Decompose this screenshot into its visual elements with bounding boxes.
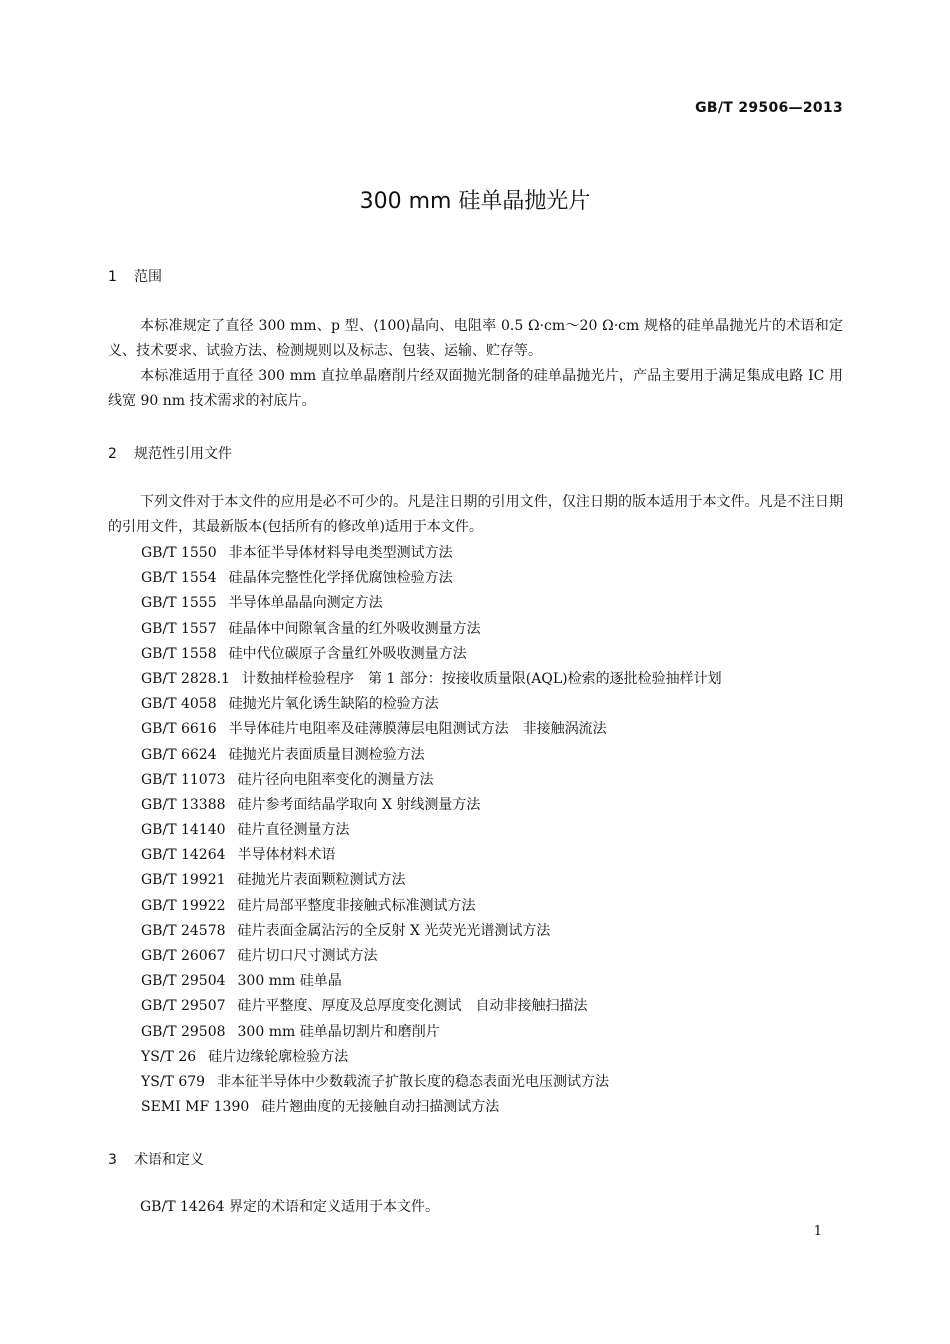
reference-title: 300 mm 硅单晶切割片和磨削片	[237, 1023, 440, 1040]
reference-item	[141, 717, 722, 742]
reference-item	[141, 1095, 722, 1120]
reference-code: GB/T 6624	[141, 746, 217, 763]
reference-title: 硅片直径测量方法	[237, 822, 350, 839]
reference-item	[141, 617, 722, 642]
reference-item	[141, 541, 722, 566]
reference-title: 300 mm 硅单晶	[237, 973, 342, 990]
reference-title: 硅片表面金属沾污的全反射 X 光荧光光谱测试方法	[237, 922, 551, 939]
reference-code: GB/T 14264	[141, 847, 226, 864]
reference-item	[141, 1070, 722, 1095]
section-title: 规范性引用文件	[134, 446, 232, 462]
reference-item	[141, 868, 722, 893]
reference-item	[141, 818, 722, 843]
reference-code: SEMI MF 1390	[141, 1099, 250, 1116]
reference-item	[141, 969, 722, 994]
reference-code: GB/T 19921	[141, 872, 226, 889]
reference-title: 硅片平整度、厚度及总厚度变化测试 自动非接触扫描法	[237, 998, 588, 1015]
reference-code: GB/T 4058	[141, 696, 217, 713]
reference-code: GB/T 19922	[141, 897, 226, 914]
reference-code: GB/T 1558	[141, 645, 217, 662]
scope-paragraph-1: 本标准规定了直径 300 mm、p 型、⟨100⟩晶向、电阻率 0.5 Ω·cm～20 Ω·cm 规格的硅单晶抛光片的术语和定义、技术要求、试验方法、检测规则以及标志、包装、运输、贮存等。	[108, 318, 843, 359]
reference-title: 硅片径向电阻率变化的测量方法	[237, 771, 434, 788]
reference-title: 非本征半导体中少数载流子扩散长度的稳态表面光电压测试方法	[217, 1073, 610, 1090]
reference-title: 半导体硅片电阻率及硅薄膜薄层电阻测试方法 非接触涡流法	[228, 721, 607, 738]
reference-item	[141, 566, 722, 591]
reference-code: GB/T 2828.1	[141, 670, 230, 687]
reference-title: 硅片翘曲度的无接触自动扫描测试方法	[261, 1099, 500, 1116]
reference-item	[141, 692, 722, 717]
reference-item	[141, 944, 722, 969]
reference-item	[141, 793, 722, 818]
terms-paragraph: GB/T 14264 界定的术语和定义适用于本文件。	[140, 1199, 439, 1215]
reference-title: 硅抛光片氧化诱生缺陷的检验方法	[228, 696, 439, 713]
page-number: 1	[813, 1224, 822, 1239]
reference-title: 硅晶体完整性化学择优腐蚀检验方法	[228, 570, 453, 587]
page-title: 300 mm 硅单晶抛光片	[359, 189, 591, 214]
section-heading-terms	[108, 1149, 204, 1169]
reference-title: 半导体材料术语	[237, 847, 336, 864]
reference-item	[141, 768, 722, 793]
reference-code: GB/T 14140	[141, 822, 226, 839]
reference-code: GB/T 1555	[141, 595, 217, 612]
reference-item	[141, 994, 722, 1019]
reference-title: 计数抽样检验程序 第 1 部分：按接收质量限(AQL)检索的逐批检验抽样计划	[241, 670, 722, 687]
reference-title: 硅抛光片表面颗粒测试方法	[237, 872, 406, 889]
reference-item	[141, 1045, 722, 1070]
reference-code: GB/T 29507	[141, 998, 226, 1015]
reference-code: YS/T 679	[141, 1073, 206, 1090]
reference-code: GB/T 13388	[141, 796, 226, 813]
reference-title: 硅晶体中间隙氧含量的红外吸收测量方法	[228, 620, 481, 637]
standard-code: GB/T 29506—2013	[695, 100, 843, 116]
reference-title: 硅片切口尺寸测试方法	[237, 948, 378, 964]
reference-title: 硅抛光片表面质量目测检验方法	[228, 746, 425, 763]
reference-list	[141, 541, 722, 1120]
reference-code: GB/T 6616	[141, 721, 217, 738]
reference-code: GB/T 29508	[141, 1023, 226, 1040]
reference-code: GB/T 29504	[141, 973, 226, 990]
normative-intro-paragraph: 下列文件对于本文件的应用是必不可少的。凡是注日期的引用文件，仅注日期的版本适用于本文件。凡是不注日期的引用文件，其最新版本(包括所有的修改单)适用于本文件。	[108, 494, 843, 535]
scope-paragraph-2: 本标准适用于直径 300 mm 直拉单晶磨削片经双面抛光制备的硅单晶抛光片，产品主要用于满足集成电路 IC 用线宽 90 nm 技术需求的衬底片。	[108, 368, 843, 409]
reference-title: 非本征半导体材料导电类型测试方法	[228, 545, 453, 561]
reference-item	[141, 894, 722, 919]
reference-item	[141, 919, 722, 944]
reference-code: YS/T 26	[141, 1048, 197, 1065]
reference-item	[141, 591, 722, 616]
reference-title: 硅片参考面结晶学取向 X 射线测量方法	[237, 796, 481, 813]
section-heading-scope	[108, 266, 162, 286]
reference-code: GB/T 24578	[141, 922, 226, 939]
reference-item	[141, 843, 722, 868]
section-heading-normative-references	[108, 443, 232, 463]
section-title: 范围	[134, 269, 162, 285]
reference-item	[141, 642, 722, 667]
section-number: 2	[108, 446, 117, 462]
reference-item	[141, 1020, 722, 1045]
reference-title: 硅中代位碳原子含量红外吸收测量方法	[228, 645, 467, 662]
reference-title: 半导体单晶晶向测定方法	[228, 595, 383, 612]
reference-code: GB/T 1557	[141, 620, 217, 637]
reference-item	[141, 743, 722, 768]
reference-code: GB/T 11073	[141, 771, 226, 788]
reference-title: 硅片局部平整度非接触式标准测试方法	[237, 897, 476, 914]
reference-code: GB/T 1550	[141, 545, 217, 561]
section-number: 1	[108, 269, 117, 285]
reference-code: GB/T 1554	[141, 570, 217, 587]
section-number: 3	[108, 1152, 117, 1168]
reference-item	[141, 667, 722, 692]
reference-title: 硅片边缘轮廓检验方法	[208, 1048, 349, 1065]
section-title: 术语和定义	[134, 1152, 204, 1168]
reference-code: GB/T 26067	[141, 948, 226, 964]
